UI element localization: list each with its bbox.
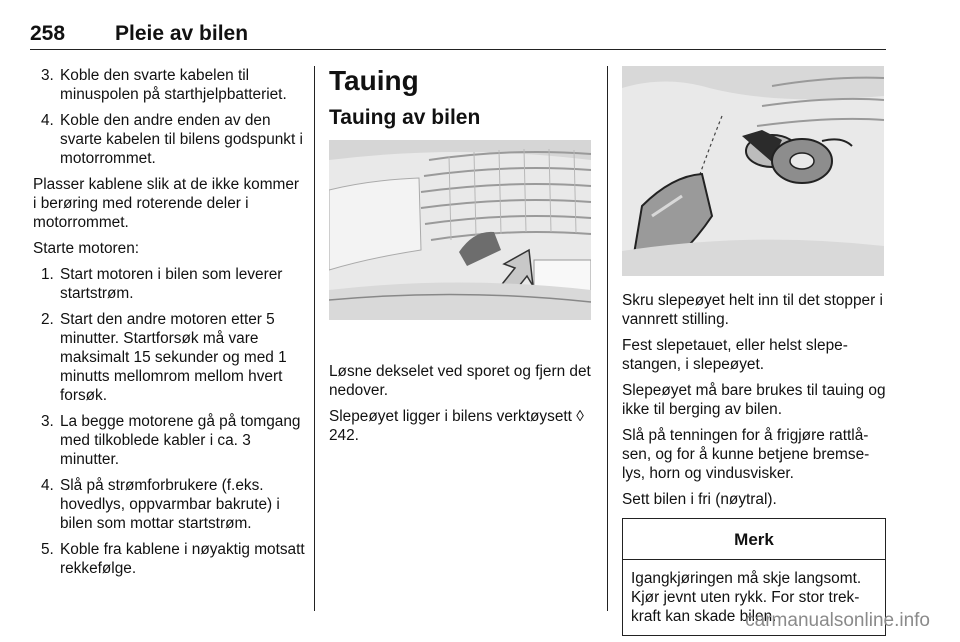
paragraph: Sett bilen i fri (nøytral). <box>622 491 777 508</box>
paragraph: Slepeøyet ligger i bilens verktøysett ◊ 242. <box>329 408 584 444</box>
step-text: Koble den andre enden av den svarte kabelen til bilens godspunkt i motorrommet. <box>60 112 303 167</box>
step-text: Koble fra kablene i nøyaktig motsatt rekkefølge. <box>60 541 305 577</box>
header-divider <box>30 49 886 50</box>
column-left <box>33 66 305 585</box>
list-item <box>33 310 305 405</box>
step-text: Start den andre motoren etter 5 minutter. Startforsøk må vare maksimalt 15 sekunder og med 1 minutts mellomrom mellom hvert forsøk. <box>60 311 287 404</box>
list-item <box>33 412 305 469</box>
steps-list-a <box>33 66 305 168</box>
step-text: Start motoren i bilen som leverer startstrøm. <box>60 266 283 302</box>
paragraph: Plasser kablene slik at de ikke kommer i berøring med roterende deler i motorrommet. <box>33 176 300 231</box>
column-right <box>622 66 886 636</box>
list-item <box>33 265 305 303</box>
step-number: 3. <box>41 67 54 84</box>
list-item <box>33 540 305 578</box>
step-number: 4. <box>41 112 54 129</box>
note-text: Igangkjøringen må skje langsomt. Kjør jevnt uten rykk. For stor trekkraft kan skade bilen. <box>631 570 862 625</box>
page-header <box>30 22 886 48</box>
step-text: La begge motorene gå på tomgang med tilkoblede kabler i ca. 3 minutter. <box>60 413 301 468</box>
paragraph: Slå på tenningen for å frigjøre rattlåsen, og for å kunne betjene bremselys, horn og vindusvisker. <box>622 427 870 482</box>
step-text: Koble den svarte kabelen til minuspolen på starthjelpbatteriet. <box>60 67 287 103</box>
column-divider-2 <box>607 66 608 611</box>
step-number: 4. <box>41 477 54 494</box>
section-title: Pleie av bilen <box>115 22 249 45</box>
paragraph: Løsne dekselet ved sporet og fjern det nedover. <box>329 363 591 399</box>
paragraph: Skru slepeøyet helt inn til det stopper i vannrett stilling. <box>622 292 883 328</box>
list-item <box>33 111 305 168</box>
list-item <box>33 66 305 104</box>
list-item <box>33 476 305 533</box>
step-number: 3. <box>41 413 54 430</box>
subsection-heading: Tauing av bilen <box>329 106 481 129</box>
steps-list-b <box>33 265 305 578</box>
section-heading: Tauing <box>329 65 419 96</box>
step-number: 1. <box>41 266 54 283</box>
paragraph: Fest slepetauet, eller helst slepestangen, i slepeøyet. <box>622 337 848 373</box>
watermark: carmanualsonline.info <box>745 610 930 631</box>
step-text: Slå på strømforbrukere (f.eks. hovedlys, oppvarmbar bakrute) i bilen som mottar startstrøm. <box>60 477 280 532</box>
illustration-tow-eye <box>622 66 884 276</box>
illustration-grille-cover <box>329 140 591 320</box>
step-number: 2. <box>41 311 54 328</box>
note-title: Merk <box>623 519 885 560</box>
column-divider-1 <box>314 66 315 611</box>
paragraph: Slepeøyet må bare brukes til tauing og ikke til berging av bilen. <box>622 382 886 418</box>
paragraph: Starte motoren: <box>33 240 140 257</box>
step-number: 5. <box>41 541 54 558</box>
page-number: 258 <box>30 22 66 45</box>
column-middle <box>329 66 597 452</box>
